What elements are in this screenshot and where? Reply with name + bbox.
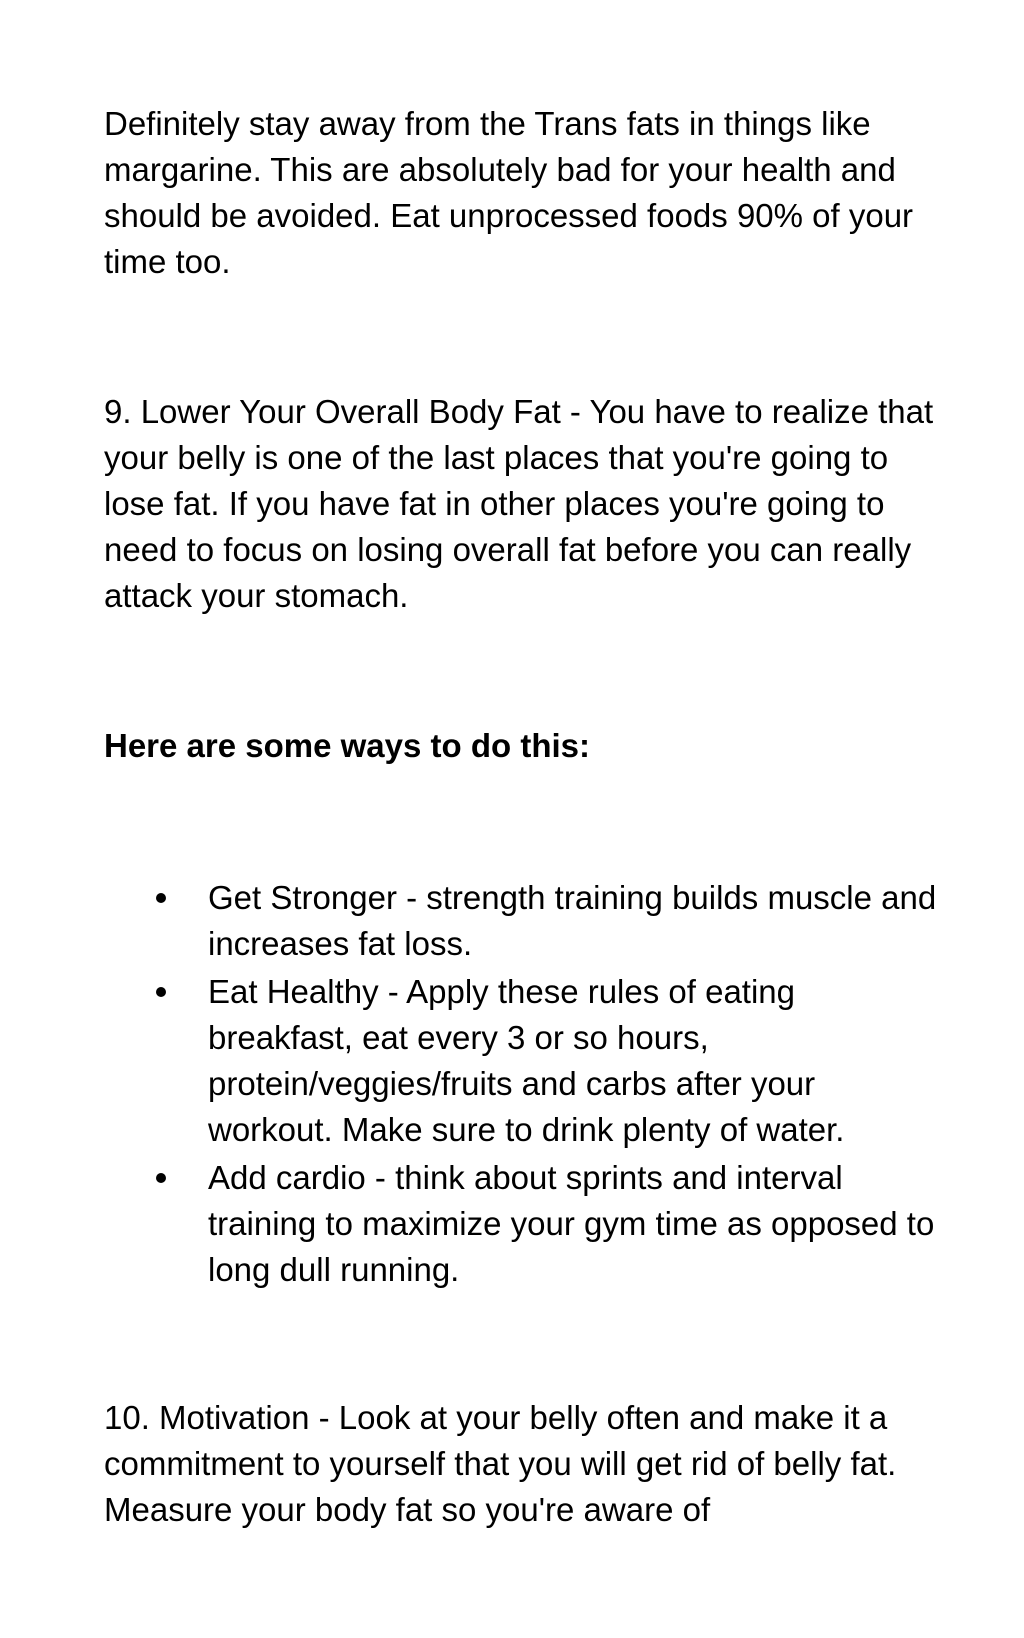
bullet-list — [0, 875, 1024, 1295]
list-item-text: Eat Healthy - Apply these rules of eating breakfast, eat every 3 or so hours, protein/veggies/fruits and carbs after your workout. Make sure to drink plenty of water. — [208, 973, 845, 1148]
list-item — [0, 875, 938, 967]
bullet-dot-icon — [156, 987, 166, 997]
list-item — [0, 1155, 938, 1293]
list-item-text: Get Stronger - strength training builds muscle and increases fat loss. — [208, 879, 937, 962]
paragraph-motivation: 10. Motivation - Look at your belly often and make it a commitment to yourself that you will get rid of belly fat. Measure your body fat so you're aware of — [104, 1399, 897, 1528]
bullet-dot-icon — [156, 1173, 166, 1183]
paragraph-lower-body-fat: 9. Lower Your Overall Body Fat - You have to realize that your belly is one of the last places that you're going to lose fat. If you have fat in other places you're going to need to focus on losing overall fat before you can really attack your stomach. — [104, 393, 934, 614]
bullet-dot-icon — [156, 893, 166, 903]
list-item — [0, 969, 938, 1153]
section-heading: Here are some ways to do this: — [104, 727, 590, 764]
list-item-text: Add cardio - think about sprints and interval training to maximize your gym time as opposed to long dull running. — [208, 1159, 935, 1288]
paragraph-trans-fats: Definitely stay away from the Trans fats in things like margarine. This are absolutely bad for your health and should be avoided. Eat unprocessed foods 90% of your time too. — [104, 105, 914, 280]
